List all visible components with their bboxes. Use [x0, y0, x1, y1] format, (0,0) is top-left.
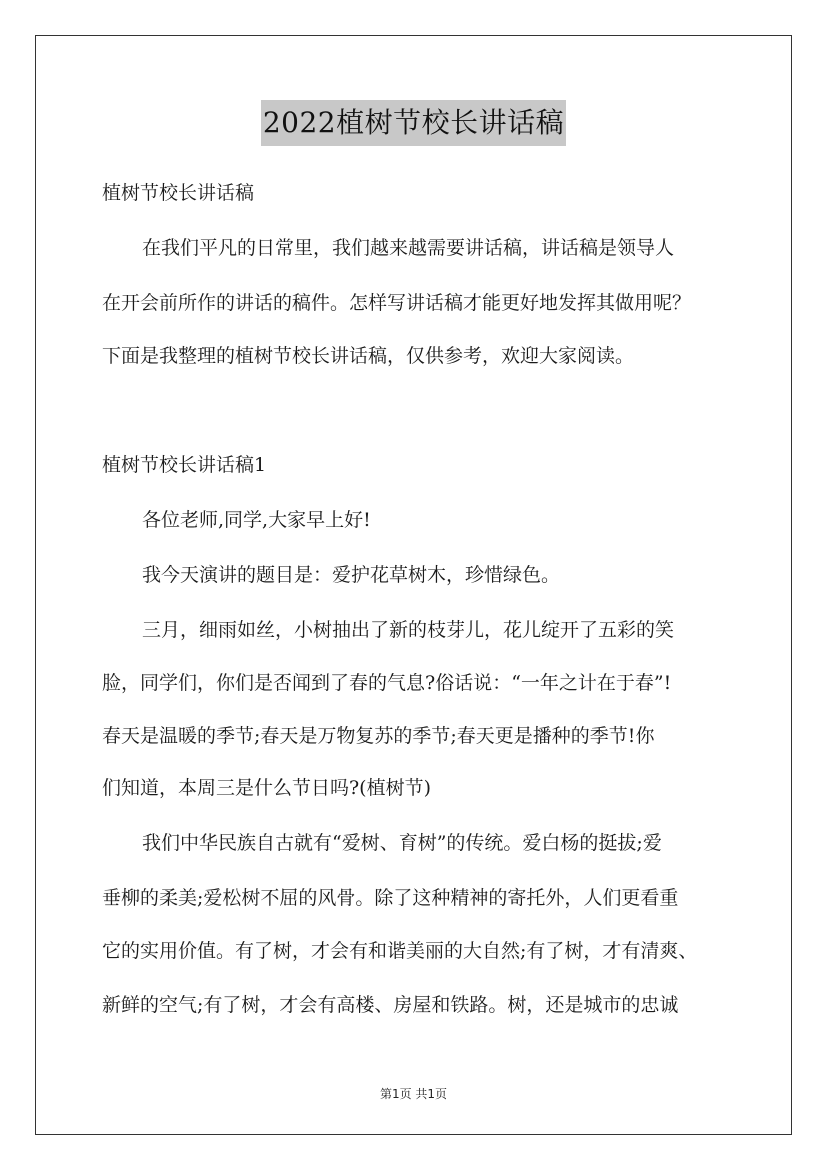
paragraph-line: 我们中华民族自古就有“爱树、育树”的传统。爱白杨的挺拔;爱: [142, 832, 662, 854]
title-container: [0, 100, 827, 146]
paragraph-line: 在开会前所作的讲话的稿件。怎样写讲话稿才能更好地发挥其做用呢？: [102, 292, 692, 314]
document-title: 2022植树节校长讲话稿: [261, 100, 566, 146]
paragraph-line: 脸，同学们，你们是否闻到了春的气息?俗话说：“一年之计在于春”!: [102, 672, 672, 694]
paragraph-line: 在我们平凡的日常里，我们越来越需要讲话稿，讲话稿是领导人: [142, 237, 675, 259]
paragraph-line: 下面是我整理的植树节校长讲话稿，仅供参考，欢迎大家阅读。: [102, 345, 635, 367]
paragraph-line: 它的实用价值。有了树，才会有和谐美丽的大自然;有了树，才有清爽、: [102, 940, 698, 962]
page-footer: 第1页 共1页: [379, 1087, 448, 1101]
paragraph-line: 春天是温暖的季节;春天是万物复苏的季节;春天更是播种的季节!你: [102, 725, 655, 747]
paragraph-line: 新鲜的空气;有了树，才会有高楼、房屋和铁路。树，还是城市的忠诚: [102, 994, 679, 1016]
paragraph-line: 三月，细雨如丝，小树抽出了新的枝芽儿，花儿绽开了五彩的笑: [142, 619, 675, 641]
subtitle-line: 植树节校长讲话稿: [102, 182, 255, 204]
paragraph-line: 垂柳的柔美;爱松树不屈的风骨。除了这种精神的寄托外，人们更看重: [102, 887, 679, 909]
section-heading: 植树节校长讲话稿1: [102, 454, 267, 476]
paragraph-line: 们知道，本周三是什么节日吗?(植树节): [102, 777, 432, 799]
paragraph-line: 各位老师,同学,大家早上好!: [142, 509, 371, 531]
paragraph-line: 我今天演讲的题目是：爱护花草树木，珍惜绿色。: [142, 564, 561, 586]
